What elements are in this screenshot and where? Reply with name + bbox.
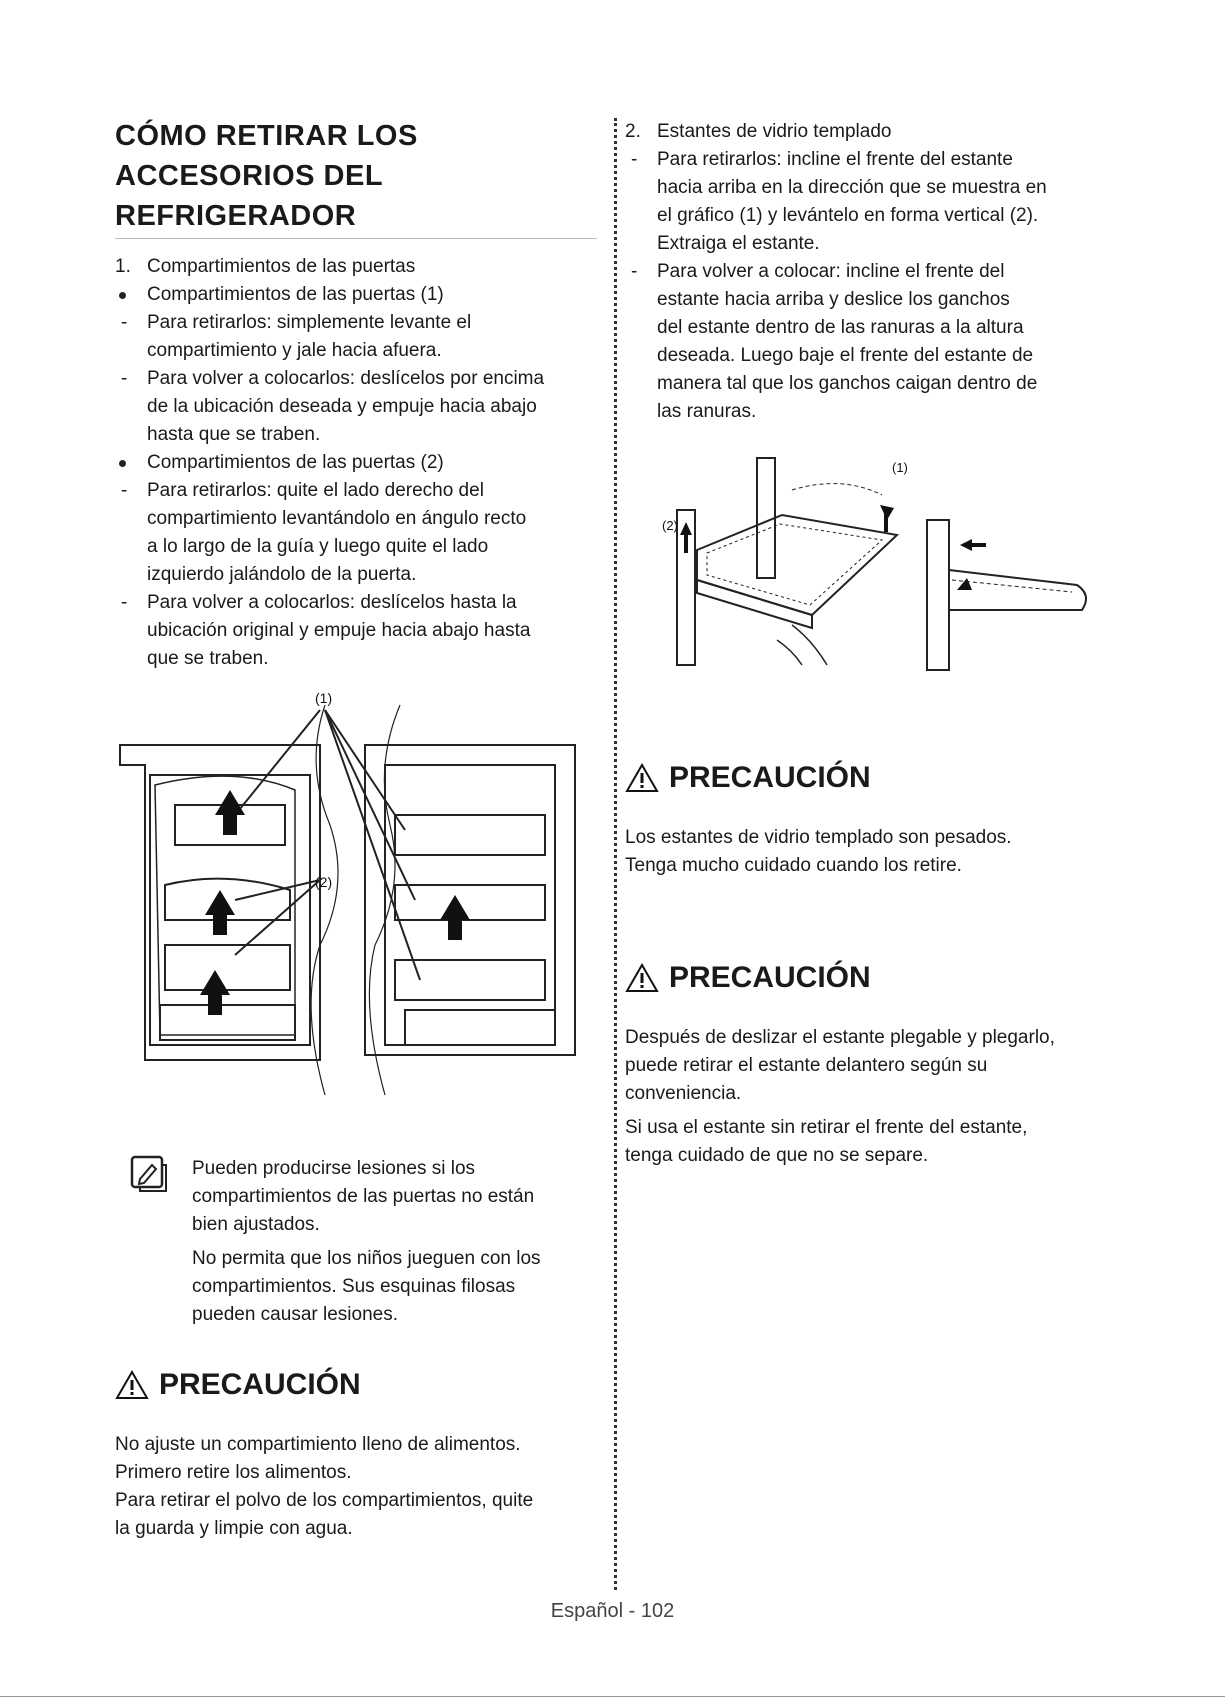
list-text: Para volver a colocar: incline el frente del bbox=[657, 261, 1005, 282]
list-text: Compartimientos de las puertas (1) bbox=[147, 284, 444, 305]
caution-block bbox=[625, 958, 1105, 1170]
caution-line: conveniencia. bbox=[625, 1083, 742, 1104]
caution-line: Para retirar el polvo de los compartimientos, quite bbox=[115, 1490, 534, 1511]
caution-title: PRECAUCIÓN bbox=[669, 961, 871, 994]
warning-icon bbox=[115, 1370, 149, 1400]
note-line: bien ajustados. bbox=[192, 1214, 320, 1235]
list-text: Para retirarlos: simplemente levante el bbox=[147, 312, 472, 333]
warning-icon bbox=[625, 763, 659, 793]
list-line bbox=[625, 342, 1105, 370]
list-text: Compartimientos de las puertas bbox=[147, 256, 416, 277]
list-text: de la ubicación deseada y empuje hacia abajo bbox=[147, 396, 537, 417]
list-text: Compartimientos de las puertas (2) bbox=[147, 452, 444, 473]
list-text: Para retirarlos: quite el lado derecho del bbox=[147, 480, 484, 501]
list-text: que se traben. bbox=[147, 648, 269, 669]
figure-label-2: (2) bbox=[315, 874, 333, 890]
list-text: hasta que se traben. bbox=[147, 424, 321, 445]
caution-line: Los estantes de vidrio templado son pesados. bbox=[625, 827, 1012, 848]
list-line bbox=[115, 645, 595, 673]
caution-line: la guarda y limpie con agua. bbox=[115, 1518, 353, 1539]
list-line bbox=[625, 174, 1105, 202]
note bbox=[130, 1155, 590, 1329]
list-line bbox=[115, 253, 595, 281]
list-line bbox=[625, 398, 1105, 426]
note-line: No permita que los niños jueguen con los bbox=[192, 1248, 541, 1269]
list-marker: - bbox=[121, 592, 128, 613]
list-text: Extraiga el estante. bbox=[657, 233, 820, 254]
door-bins-figure bbox=[115, 690, 595, 1095]
title-line: ACCESORIOS DEL bbox=[115, 160, 384, 192]
door-bins-instructions bbox=[115, 253, 595, 673]
glass-shelves-instructions bbox=[625, 118, 1105, 426]
list-line bbox=[625, 230, 1105, 258]
list-text: compartimiento y jale hacia afuera. bbox=[147, 340, 442, 361]
warning-icon bbox=[625, 963, 659, 993]
figure-label-1: (1) bbox=[315, 690, 333, 706]
list-marker: - bbox=[631, 149, 638, 170]
caution-block bbox=[625, 758, 1105, 880]
list-marker: 2. bbox=[625, 121, 641, 142]
list-line bbox=[115, 449, 595, 477]
caution-line: Después de deslizar el estante plegable y plegarlo, bbox=[625, 1027, 1055, 1048]
list-line bbox=[625, 118, 1105, 146]
bullet-icon bbox=[119, 460, 126, 467]
caution-heading bbox=[115, 1365, 595, 1405]
left-column bbox=[115, 118, 595, 673]
list-line bbox=[115, 505, 595, 533]
list-line bbox=[115, 533, 595, 561]
title-line: CÓMO RETIRAR LOS bbox=[115, 120, 418, 152]
shelf-figure bbox=[662, 450, 1102, 675]
note-line: pueden causar lesiones. bbox=[192, 1304, 398, 1325]
list-line bbox=[115, 365, 595, 393]
list-text: estante hacia arriba y deslice los ganchos bbox=[657, 289, 1010, 310]
caution-title: PRECAUCIÓN bbox=[159, 1368, 361, 1401]
note-icon bbox=[130, 1155, 168, 1193]
list-line bbox=[625, 286, 1105, 314]
list-text: del estante dentro de las ranuras a la altura bbox=[657, 317, 1024, 338]
list-marker: - bbox=[121, 312, 128, 333]
list-text: Estantes de vidrio templado bbox=[657, 121, 892, 142]
list-line bbox=[115, 477, 595, 505]
list-line bbox=[625, 146, 1105, 174]
list-marker: - bbox=[631, 261, 638, 282]
list-text: Para volver a colocarlos: deslícelos por encima bbox=[147, 368, 545, 389]
list-text: a lo largo de la guía y luego quite el lado bbox=[147, 536, 489, 557]
list-text: compartimiento levantándolo en ángulo recto bbox=[147, 508, 527, 529]
bottom-rule bbox=[0, 1696, 1225, 1697]
caution-line: Tenga mucho cuidado cuando los retire. bbox=[625, 855, 962, 876]
list-text: el gráfico (1) y levántelo en forma vertical (2). bbox=[657, 205, 1039, 226]
list-line bbox=[115, 393, 595, 421]
caution-line: Si usa el estante sin retirar el frente del estante, bbox=[625, 1117, 1028, 1138]
list-line bbox=[115, 561, 595, 589]
shelf-label-1: (1) bbox=[892, 460, 908, 475]
shelf-label-2: (2) bbox=[662, 518, 678, 533]
list-line bbox=[115, 617, 595, 645]
list-text: manera tal que los ganchos caigan dentro de bbox=[657, 373, 1038, 394]
caution-title: PRECAUCIÓN bbox=[669, 761, 871, 794]
caution-heading bbox=[625, 758, 1105, 798]
list-line bbox=[115, 281, 595, 309]
note-line: compartimientos de las puertas no están bbox=[192, 1186, 535, 1207]
list-line bbox=[115, 309, 595, 337]
caution-line: No ajuste un compartimiento lleno de alimentos. bbox=[115, 1434, 521, 1455]
list-line bbox=[115, 337, 595, 365]
column-divider bbox=[614, 118, 617, 1590]
list-marker: - bbox=[121, 368, 128, 389]
caution-block bbox=[115, 1365, 595, 1543]
note-line: Pueden producirse lesiones si los bbox=[192, 1158, 476, 1179]
caution-text bbox=[625, 824, 1105, 880]
door-bins-illustration bbox=[115, 690, 595, 1095]
list-line bbox=[625, 370, 1105, 398]
list-text: Para retirarlos: incline el frente del estante bbox=[657, 149, 1013, 170]
list-text: las ranuras. bbox=[657, 401, 757, 422]
note-text bbox=[192, 1155, 590, 1329]
list-text: Para volver a colocarlos: deslícelos hasta la bbox=[147, 592, 517, 613]
list-line bbox=[625, 314, 1105, 342]
list-line bbox=[625, 202, 1105, 230]
list-line bbox=[115, 421, 595, 449]
section-title bbox=[115, 118, 595, 234]
shelf-illustration bbox=[662, 450, 1102, 675]
list-marker: - bbox=[121, 480, 128, 501]
page-footer: Español - 102 bbox=[550, 1600, 675, 1622]
list-text: izquierdo jalándolo de la puerta. bbox=[147, 564, 417, 585]
list-marker: 1. bbox=[115, 256, 131, 277]
list-text: deseada. Luego baje el frente del estante de bbox=[657, 345, 1034, 366]
title-line: REFRIGERADOR bbox=[115, 200, 357, 232]
caution-line: puede retirar el estante delantero según su bbox=[625, 1055, 988, 1076]
list-text: hacia arriba en la dirección que se muestra en bbox=[657, 177, 1047, 198]
title-rule bbox=[115, 238, 597, 239]
bullet-icon bbox=[119, 292, 126, 299]
note-line: compartimientos. Sus esquinas filosas bbox=[192, 1276, 516, 1297]
caution-heading bbox=[625, 958, 1105, 998]
list-line bbox=[625, 258, 1105, 286]
caution-text bbox=[115, 1431, 595, 1543]
right-column bbox=[625, 118, 1105, 426]
caution-line: tenga cuidado de que no se separe. bbox=[625, 1145, 929, 1166]
caution-line: Primero retire los alimentos. bbox=[115, 1462, 352, 1483]
list-line bbox=[115, 589, 595, 617]
list-text: ubicación original y empuje hacia abajo hasta bbox=[147, 620, 531, 641]
caution-text bbox=[625, 1024, 1105, 1170]
